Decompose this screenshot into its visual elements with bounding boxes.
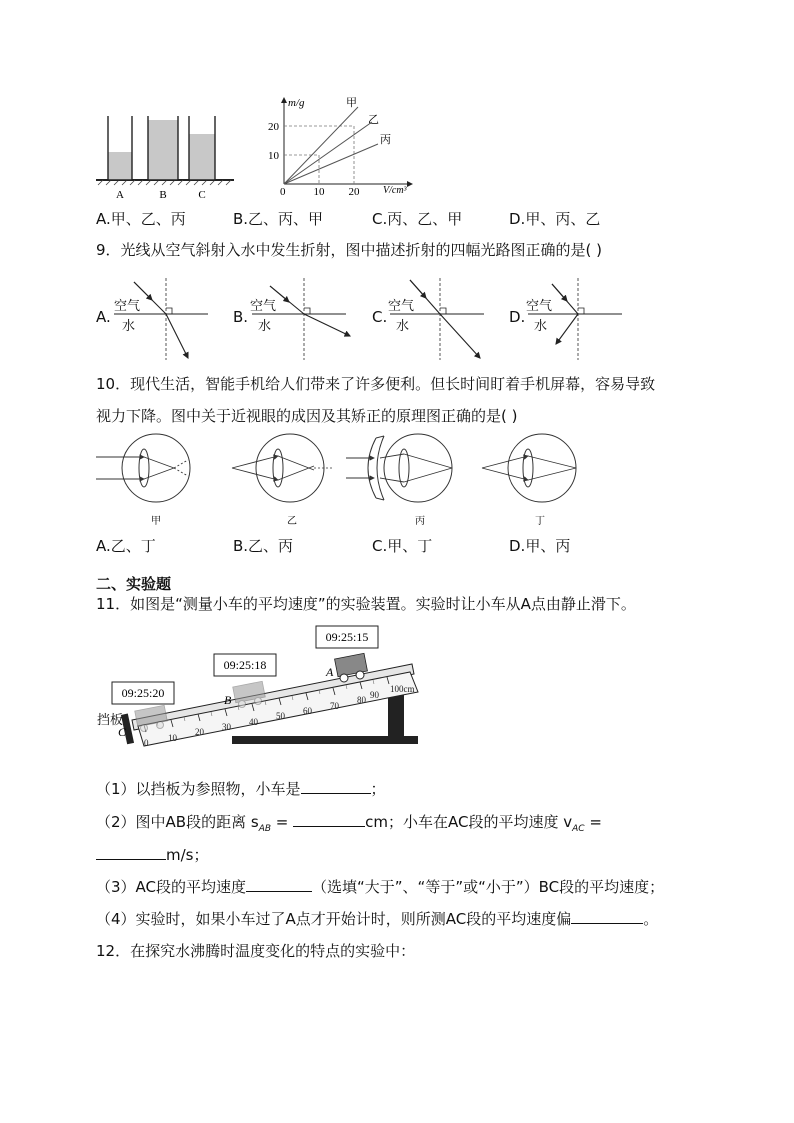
q9-option-d[interactable]: D.: [509, 308, 526, 326]
graph-y-tick-10: 10: [268, 150, 279, 162]
q12-stem: 12．在探究水沸腾时温度变化的特点的实验中：: [96, 942, 416, 960]
q11-sub4: [96, 909, 658, 929]
eye-diagram-jia: [96, 434, 190, 502]
q11-sub3-b: （选填“大于”、“等于”或“小于”）BC段的平均速度；: [312, 878, 665, 896]
eye-diagram-yi: [232, 434, 334, 502]
q9-stem: 9．光线从空气斜射入水中发生折射，图中描述折射的四幅光路图正确的是( ): [96, 241, 603, 259]
ruler-tick-40: 40: [249, 717, 258, 727]
q10-stem-line2: 视力下降。图中关于近视眼的成因及其矫正的原理图正确的是( ): [96, 407, 518, 425]
q11-sub2-sub-ab: AB: [258, 824, 272, 834]
q8-option-b[interactable]: B.乙、丙、甲: [233, 210, 324, 228]
eye-label-jia: 甲: [151, 516, 161, 527]
q10-option-a[interactable]: A.乙、丁: [96, 537, 156, 555]
point-label-a: A: [326, 665, 334, 679]
eye-diagram-bing: [346, 434, 452, 502]
q9-option-b[interactable]: B.: [233, 308, 249, 326]
q8-option-c[interactable]: C.丙、乙、甲: [372, 210, 463, 228]
q9-d-water-label: 水: [534, 319, 548, 334]
section-heading: 二、实验题: [96, 575, 172, 593]
q11-sub4-blank[interactable]: [571, 909, 643, 924]
q11-sub4-a: （4）实验时，如果小车过了A点才开始计时，则所测AC段的平均速度偏: [96, 910, 572, 928]
q10-stem-line1: 10．现代生活，智能手机给人们带来了许多便利。但长时间盯着手机屏幕，容易导致: [96, 375, 656, 393]
q9-a-air-label: 空气: [114, 299, 141, 314]
q9-option-a[interactable]: A.: [96, 308, 111, 326]
q11-sub1-blank[interactable]: [301, 779, 371, 794]
graph-x-tick-20: 20: [348, 186, 360, 198]
q11-sub2-blank-vac[interactable]: [96, 845, 166, 860]
timer-b: 09:25:18: [223, 658, 267, 672]
graph-y-tick-20: 20: [268, 121, 279, 133]
q11-sub3-a: （3）AC段的平均速度: [96, 878, 247, 896]
q10-option-c[interactable]: C.甲、丁: [372, 537, 433, 555]
ruler-tick-80: 80: [357, 695, 366, 705]
ruler-tick-10: 10: [168, 733, 177, 743]
graph-line-label-bing: 丙: [380, 134, 391, 146]
beaker-label-a: A: [116, 189, 124, 201]
ruler-tick-50: 50: [276, 711, 285, 721]
point-label-c: C: [118, 725, 127, 739]
q11-sub3-blank[interactable]: [246, 877, 312, 892]
eye-label-bing: 丙: [415, 516, 425, 527]
ruler-tick-70: 70: [330, 701, 339, 711]
q9-c-water-label: 水: [396, 319, 410, 334]
graph-line-label-yi: 乙: [368, 114, 379, 126]
graph-line-label-jia: 甲: [346, 97, 357, 109]
q11-sub2-blank-sab[interactable]: [293, 812, 365, 827]
q8-option-a[interactable]: A.甲、乙、丙: [96, 210, 186, 228]
q11-sub2-unit: m/s；: [166, 846, 209, 864]
ruler-tick-20: 20: [195, 727, 204, 737]
incline-figure: [92, 622, 428, 750]
q9-b-air-label: 空气: [250, 299, 277, 314]
graph-x-tick-10: 10: [313, 186, 325, 198]
q11-sub3: [96, 877, 664, 897]
ruler-tick-60: 60: [303, 706, 312, 716]
timer-c: 09:25:20: [121, 686, 165, 700]
q11-sub2-sub-ac: AC: [572, 824, 585, 834]
q9-option-c[interactable]: C.: [372, 308, 388, 326]
q9-d-air-label: 空气: [526, 299, 553, 314]
q11-sub2-c: cm；小车在AC段的平均速度 v: [365, 813, 573, 831]
eye-label-yi: 乙: [287, 516, 297, 527]
eye-diagrams: [90, 432, 590, 528]
q11-sub4-end: 。: [643, 910, 659, 928]
timer-a: 09:25:15: [325, 630, 369, 644]
q9-c-air-label: 空气: [388, 299, 415, 314]
ruler-tick-30: 30: [222, 722, 231, 732]
q11-sub2: [96, 812, 602, 839]
eye-diagram-ding: [482, 434, 576, 502]
ruler-tick-100: 100cm: [390, 684, 415, 694]
beakers-figure: [92, 110, 237, 202]
baffle-label: 挡板: [97, 713, 124, 728]
mass-volume-graph: [262, 92, 422, 200]
q11-sub1: [96, 779, 386, 799]
beaker-label-c: C: [198, 189, 206, 201]
q10-option-b[interactable]: B.乙、丙: [233, 537, 294, 555]
q9-b-water-label: 水: [258, 319, 272, 334]
q11-sub1-end: ；: [370, 780, 386, 798]
q8-option-d[interactable]: D.甲、丙、乙: [509, 210, 601, 228]
q9-a-water-label: 水: [122, 319, 136, 334]
eye-label-ding: 丁: [535, 516, 545, 527]
point-label-b: B: [224, 693, 232, 707]
q11-sub2-line2: [96, 845, 208, 865]
q11-sub1-text: （1）以挡板为参照物，小车是: [96, 780, 301, 798]
ruler-tick-90: 90: [370, 690, 379, 700]
q11-stem: 11．如图是“测量小车的平均速度”的实验装置。实验时让小车从A点由静止滑下。: [96, 595, 636, 613]
q11-sub2-d: =: [584, 813, 602, 831]
ruler-tick-0: 0: [144, 738, 149, 748]
q11-sub2-a: （2）图中AB段的距离 s: [96, 813, 259, 831]
graph-origin: 0: [280, 186, 286, 198]
graph-x-axis-label: V/cm³: [383, 185, 407, 196]
graph-y-axis-label: m/g: [288, 97, 305, 109]
q11-sub2-b: =: [271, 813, 289, 831]
q10-option-d[interactable]: D.甲、丙: [509, 537, 571, 555]
beaker-label-b: B: [159, 189, 167, 201]
